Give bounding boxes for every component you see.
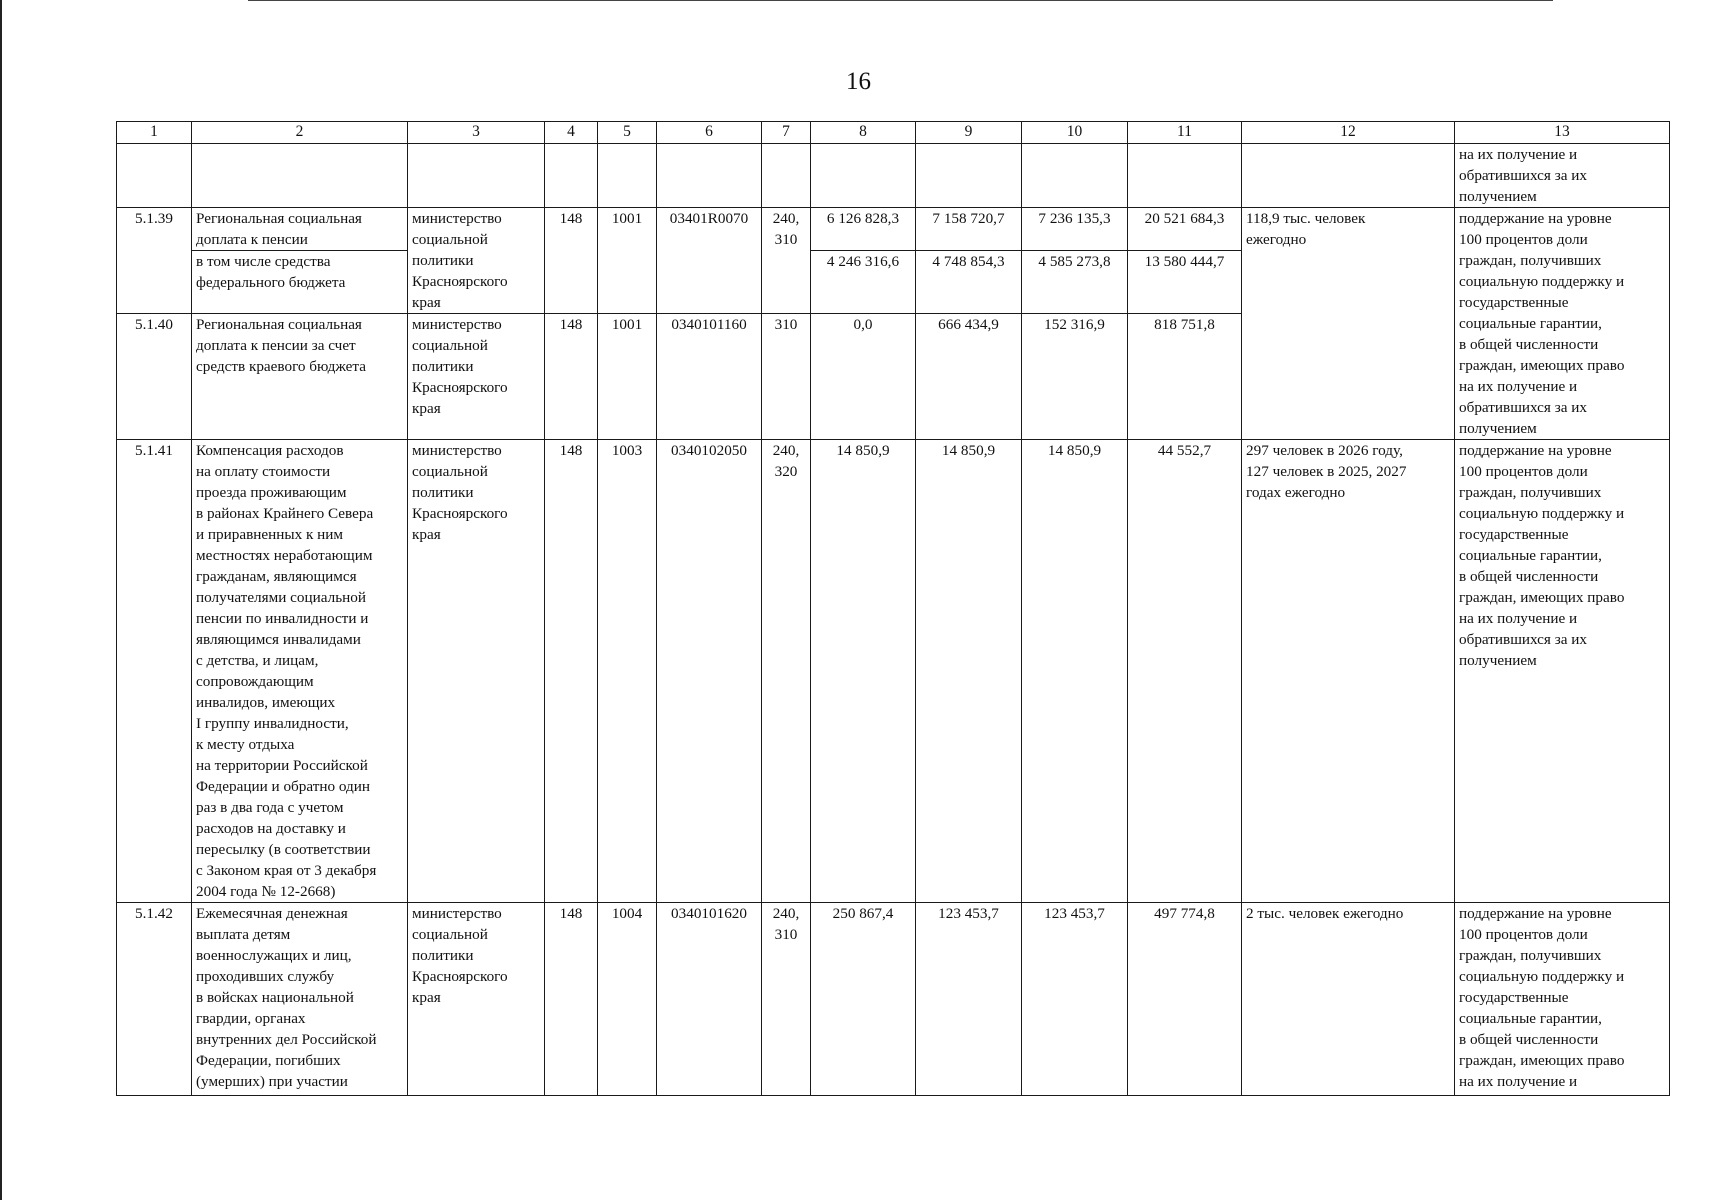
grbs-code: 148 — [545, 903, 598, 1096]
expense-year-3: 123 453,7 — [1022, 903, 1128, 1096]
expected-result: 297 человек в 2026 году, 127 человек в 2025, 2027 годах ежегодно — [1242, 440, 1455, 903]
measure-name: Компенсация расходов на оплату стоимости проезда проживающим в районах Крайнего Севера и приравненных к ним местностях неработающим гражданам, являющимся получателями социальной пенсии по инвалидности и являющимся инвалидами с детства, и лицам, сопровождающим инвалидов, имеющих I группу инвалидности, к месту отдыха на территории Российской Федерации и обратно один раз в два года с учетом расходов на доставку и пересылку (в соответствии с Законом края от 3 декабря 2004 года № 12-2668) — [192, 440, 408, 903]
executor-cell: министерство социальной политики Красноярского края — [408, 903, 545, 1096]
grbs-code: 148 — [545, 314, 598, 440]
csr-code: 0340102050 — [657, 440, 762, 903]
grbs-code: 148 — [545, 208, 598, 314]
expense-year-1: 6 126 828,3 — [811, 208, 916, 251]
measure-name: Ежемесячная денежная выплата детям военнослужащих и лиц, проходивших службу в войсках национальной гвардии, органах внутренних дел Российской Федерации, погибших (умерших) при участии — [192, 903, 408, 1096]
executor-cell: министерство социальной политики Красноярского края — [408, 440, 545, 903]
rzpr-code: 1004 — [598, 903, 657, 1096]
rzpr-code: 1003 — [598, 440, 657, 903]
header-cell: 10 — [1022, 122, 1128, 144]
scan-left-edge — [0, 0, 2, 1200]
vr-code: 240, 310 — [762, 903, 811, 1096]
expense-year-2: 123 453,7 — [916, 903, 1022, 1096]
outcome-cell: поддержание на уровне 100 процентов доли граждан, получивших социальную поддержку и государственные социальные гарантии, в общей численности граждан, имеющих право на их получение и — [1455, 903, 1670, 1096]
expected-result: 118,9 тыс. человек ежегодно — [1242, 208, 1455, 440]
csr-code: 03401R0070 — [657, 208, 762, 314]
header-cell: 3 — [408, 122, 545, 144]
page-number: 16 — [846, 68, 871, 95]
measure-name: Региональная социальная доплата к пенсии — [192, 208, 408, 251]
expense-year-3: 152 316,9 — [1022, 314, 1128, 440]
header-cell: 4 — [545, 122, 598, 144]
vr-code: 240, 320 — [762, 440, 811, 903]
expense-total: 818 751,8 — [1128, 314, 1242, 440]
expense-year-2: 7 158 720,7 — [916, 208, 1022, 251]
expense-year-2-federal: 4 748 854,3 — [916, 251, 1022, 314]
header-cell: 8 — [811, 122, 916, 144]
expense-year-1: 250 867,4 — [811, 903, 916, 1096]
header-cell: 2 — [192, 122, 408, 144]
grbs-code: 148 — [545, 440, 598, 903]
header-cell: 6 — [657, 122, 762, 144]
vr-code: 310 — [762, 314, 811, 440]
expense-year-2: 14 850,9 — [916, 440, 1022, 903]
scan-top-rule — [248, 0, 1553, 1]
expected-result: 2 тыс. человек ежегодно — [1242, 903, 1455, 1096]
expense-year-3: 14 850,9 — [1022, 440, 1128, 903]
expense-year-3-federal: 4 585 273,8 — [1022, 251, 1128, 314]
header-cell: 7 — [762, 122, 811, 144]
header-cell: 9 — [916, 122, 1022, 144]
table-row-5-1-41 — [117, 440, 1670, 903]
table-row-5-1-39 — [117, 208, 1670, 251]
table-row-5-1-42 — [117, 903, 1670, 1096]
header-cell: 12 — [1242, 122, 1455, 144]
executor-cell: министерство социальной политики Красноярского края — [408, 314, 545, 440]
measure-name: Региональная социальная доплата к пенсии за счет средств краевого бюджета — [192, 314, 408, 440]
expense-total: 497 774,8 — [1128, 903, 1242, 1096]
rzpr-code: 1001 — [598, 314, 657, 440]
outcome-cell: поддержание на уровне 100 процентов доли граждан, получивших социальную поддержку и государственные социальные гарантии, в общей численности граждан, имеющих право на их получение и обратившихся за их получением — [1455, 440, 1670, 903]
vr-code: 240, 310 — [762, 208, 811, 314]
header-cell: 5 — [598, 122, 657, 144]
expense-total: 20 521 684,3 — [1128, 208, 1242, 251]
outcome-cell: поддержание на уровне 100 процентов доли граждан, получивших социальную поддержку и государственные социальные гарантии, в общей численности граждан, имеющих право на их получение и обратившихся за их получением — [1455, 208, 1670, 440]
row-number: 5.1.39 — [117, 208, 192, 314]
measure-subname: в том числе средства федерального бюджета — [192, 251, 408, 314]
expense-total: 44 552,7 — [1128, 440, 1242, 903]
expense-year-1: 0,0 — [811, 314, 916, 440]
csr-code: 0340101160 — [657, 314, 762, 440]
table-row-continued — [117, 144, 1670, 208]
header-row — [117, 122, 1670, 144]
executor-cell: министерство социальной политики Красноярского края — [408, 208, 545, 314]
outcome-cell: на их получение и обратившихся за их получением — [1455, 144, 1670, 208]
header-cell: 11 — [1128, 122, 1242, 144]
program-measures-table — [116, 121, 1670, 1096]
expense-year-2: 666 434,9 — [916, 314, 1022, 440]
expense-year-3: 7 236 135,3 — [1022, 208, 1128, 251]
csr-code: 0340101620 — [657, 903, 762, 1096]
row-number: 5.1.41 — [117, 440, 192, 903]
expense-year-1-federal: 4 246 316,6 — [811, 251, 916, 314]
expense-total-federal: 13 580 444,7 — [1128, 251, 1242, 314]
row-number: 5.1.42 — [117, 903, 192, 1096]
rzpr-code: 1001 — [598, 208, 657, 314]
row-number: 5.1.40 — [117, 314, 192, 440]
expense-year-1: 14 850,9 — [811, 440, 916, 903]
header-cell: 1 — [117, 122, 192, 144]
header-cell: 13 — [1455, 122, 1670, 144]
